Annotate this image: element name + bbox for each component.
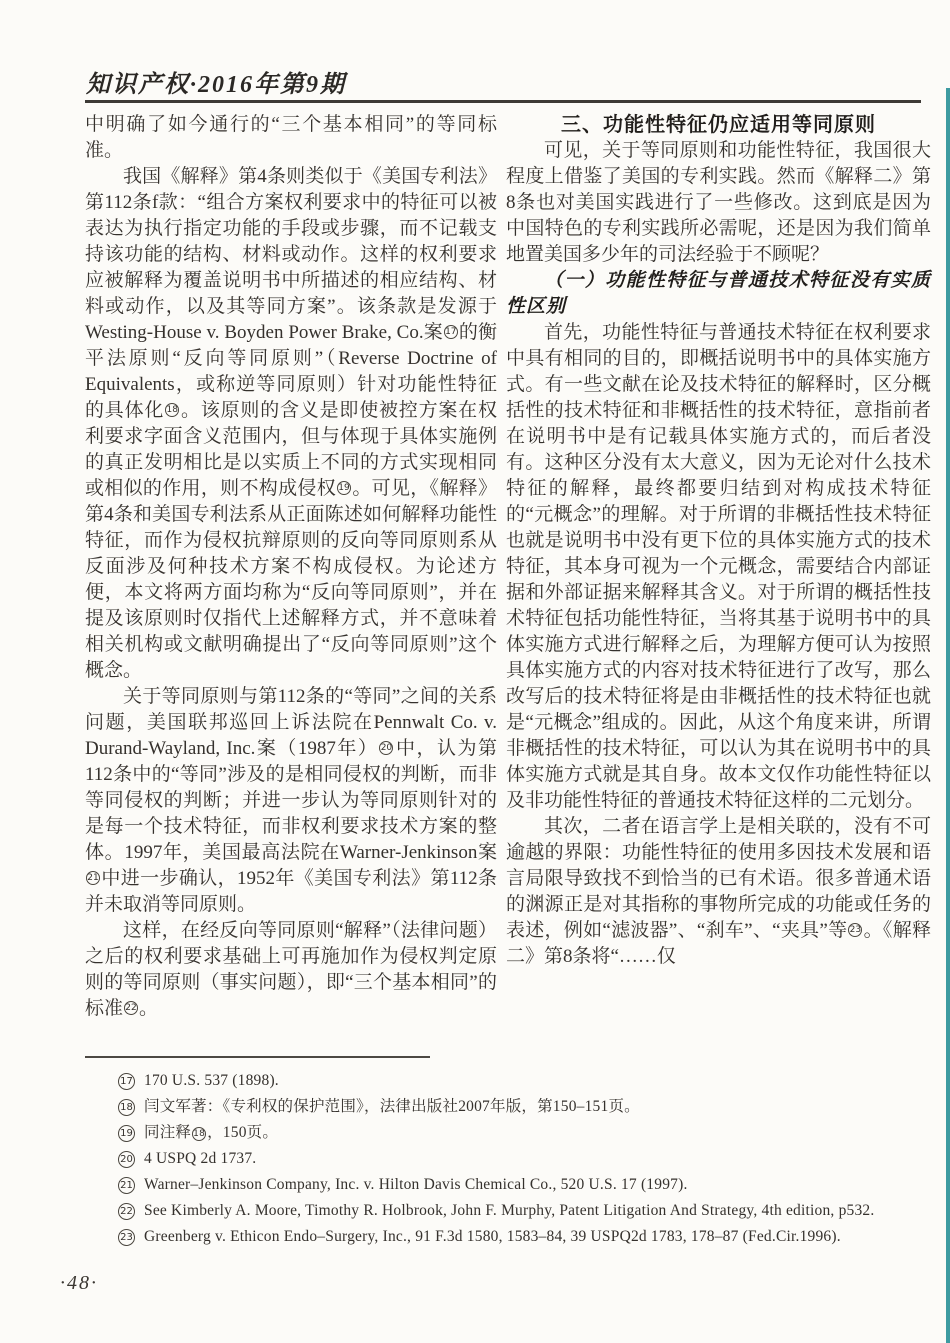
footnotes-section bbox=[118, 1068, 908, 1250]
footnote-text: 同注释 18 ，150页。 bbox=[144, 1124, 279, 1141]
body-paragraph: 这样，在经反向等同原则“解释”（法律问题）之后的权利要求基础上可再施加作为侵权判定原则的等同原则（事实问题），即“三个基本相同”的标准 22 。 bbox=[85, 920, 497, 1019]
body-paragraph: 其次，二者在语言学上是相关联的，没有不可逾越的界限：功能性特征的使用多因技术发展和语言局限导致找不到恰当的已有术语。很多普通术语的渊源正是对其指称的事物所完成的功能或任务的表述，例如“滤波器”、“刹车”、“夹具”等 23 。《解释二》第8条将“……仅 bbox=[506, 816, 931, 967]
footnote-ref: 19 bbox=[338, 483, 350, 493]
footnote-ref: 20 bbox=[380, 743, 393, 753]
footnote-ref: 18 bbox=[166, 405, 178, 415]
accent-stripe bbox=[946, 88, 950, 1343]
body-paragraph: 首先，功能性特征与普通技术特征在权利要求中具有相同的目的，即概括说明书中的具体实施方式。有一些文献在论及技术特征的解释时，区分概括性的技术特征和非概括性的技术特征，意指前者在说明书中是有记载具体实施方式的，而后者没有。这种区分没有太大意义，因为无论对什么技术特征的解释，最终都要归结到对构成技术特征的“元概念”的理解。对于所谓的非概括性技术特征也就是说明书中没有更下位的具体实施方式的技术特征，其本身可视为一个元概念，需要结合内部证据和外部证据来解释其含义。对于所谓的概括性技术特征包括功能性特征，当将其基于说明书中的具体实施方式进行解释之后，为理解方便可认为按照具体实施方式的内容对技术特征进行了改写，那么改写后的技术特征将是由非概括性的技术特征也就是“元概念”组成的。因此，从这个角度来讲，所谓非概括性的技术特征，可以认为其在说明书中的具体实施方式就是其自身。故本文仅作功能性特征以及非功能性特征的普通技术特征这样的二元划分。 bbox=[506, 322, 931, 811]
subsection-heading: （一）功能性特征与普通技术特征没有实质性区别 bbox=[506, 270, 931, 317]
footnote-number: 19 bbox=[118, 1125, 135, 1142]
footnote-text: Warner–Jenkinson Company, Inc. v. Hilton Davis Chemical Co., 520 U.S. 17 (1997). bbox=[144, 1176, 688, 1193]
footnote-item bbox=[118, 1094, 908, 1120]
footnote-text: 闫文军著：《专利权的保护范围》，法律出版社2007年版，第150–151页。 bbox=[144, 1098, 640, 1115]
footnote-item bbox=[118, 1198, 908, 1224]
header-rule bbox=[85, 100, 921, 103]
footnote-number: 20 bbox=[118, 1151, 135, 1168]
footnote-ref: 22 bbox=[125, 1003, 137, 1013]
footnote-text: 4 USPQ 2d 1737. bbox=[144, 1150, 257, 1167]
body-paragraph: 中明确了如今通行的“三个基本相同”的等同标准。 bbox=[85, 114, 497, 161]
section-heading: 三、功能性特征仍应适用等同原则 bbox=[561, 114, 876, 136]
footnote-text: Greenberg v. Ethicon Endo–Surgery, Inc., 91 F.3d 1580, 1583–84, 39 USPQ2d 1783, 178–87 (Fed.Cir.1996). bbox=[144, 1228, 841, 1245]
article-body bbox=[85, 112, 931, 1022]
footnote-text: See Kimberly A. Moore, Timothy R. Holbrook, John F. Murphy, Patent Litigation And Strategy, 4th edition, p532. bbox=[144, 1202, 875, 1219]
left-column bbox=[85, 112, 497, 1022]
footnote-separator bbox=[85, 1056, 430, 1058]
footnote-number: 22 bbox=[118, 1203, 135, 1220]
footnote-ref: 21 bbox=[87, 873, 99, 883]
journal-header: 知识产权·2016年第9期 bbox=[86, 72, 346, 98]
footnote-number: 17 bbox=[118, 1073, 135, 1090]
right-column bbox=[506, 112, 931, 1022]
footnote-number: 18 bbox=[118, 1099, 135, 1116]
footnote-number: 23 bbox=[118, 1229, 135, 1246]
footnote-text: 170 U.S. 537 (1898). bbox=[144, 1072, 279, 1089]
footnote-item bbox=[118, 1224, 908, 1250]
footnote-number: 21 bbox=[118, 1177, 135, 1194]
page-number: ·48· bbox=[60, 1272, 98, 1294]
body-paragraph: 可见，关于等同原则和功能性特征，我国很大程度上借鉴了美国的专利实践。然而《解释二》第8条也对美国实践进行了一些修改。这到底是因为中国特色的专利实践所必需呢，还是因为我们简单地置美国多少年的司法经验于不顾呢？ bbox=[506, 140, 931, 265]
footnote-item bbox=[118, 1068, 908, 1094]
body-paragraph: 关于等同原则与第112条的“等同”之间的关系问题，美国联邦巡回上诉法院在Pennwalt Co. v. Durand-Wayland, Inc.案（1987年） 20 中，认为第112条中的“等同”涉及的是相同侵权的判断，而非等同侵权的判断；并进一步认为等同原则针对的是每一个技术特征，而非权利要求技术方案的整体。1997年，美国最高法院在Warner-Jenkinson案21 中进一步确认，1952年《美国专利法》第112条并未取消等同原则。 bbox=[85, 686, 497, 915]
footnote-item bbox=[118, 1172, 908, 1198]
footnote-ref: 23 bbox=[849, 925, 862, 935]
footnote-ref: 17 bbox=[445, 327, 457, 337]
footnote-item bbox=[118, 1146, 908, 1172]
footnote-item bbox=[118, 1120, 908, 1146]
body-paragraph: 我国《解释》第4条则类似于《美国专利法》第112条f款：“组合方案权利要求中的特征可以被表达为执行指定功能的手段或步骤，而不记载支持该功能的结构、材料或动作。这样的权利要求应被解释为覆盖说明书中所描述的相应结构、材料或动作，以及其等同方案”。该条款是发源于Westing-House v. Boyden Power Brake, Co.案 17 的衡平法原则“反向等同原则”（Reverse Doctrine of Equivalents，或称逆等同原则）针对功能性特征的具体化 18 。该原则的含义是即使被控方案在权利要求字面含义范围内，但与体现于具体实施例的真正发明相比是以实质上不同的方式实现相同或相似的作用，则不构成侵权 19 。可见，《解释》第4条和美国专利法系从正面陈述如何解释功能性特征，而作为侵权抗辩原则的反向等同原则系从反面涉及何种技术方案不构成侵权。为论述方便，本文将两方面均称为“反向等同原则”，并在提及该原则时仅指代上述解释方式，并不意味着相关机构或文献明确提出了“反向等同原则”这个概念。 bbox=[85, 166, 497, 681]
footnote-ref: 18 bbox=[193, 1129, 206, 1139]
